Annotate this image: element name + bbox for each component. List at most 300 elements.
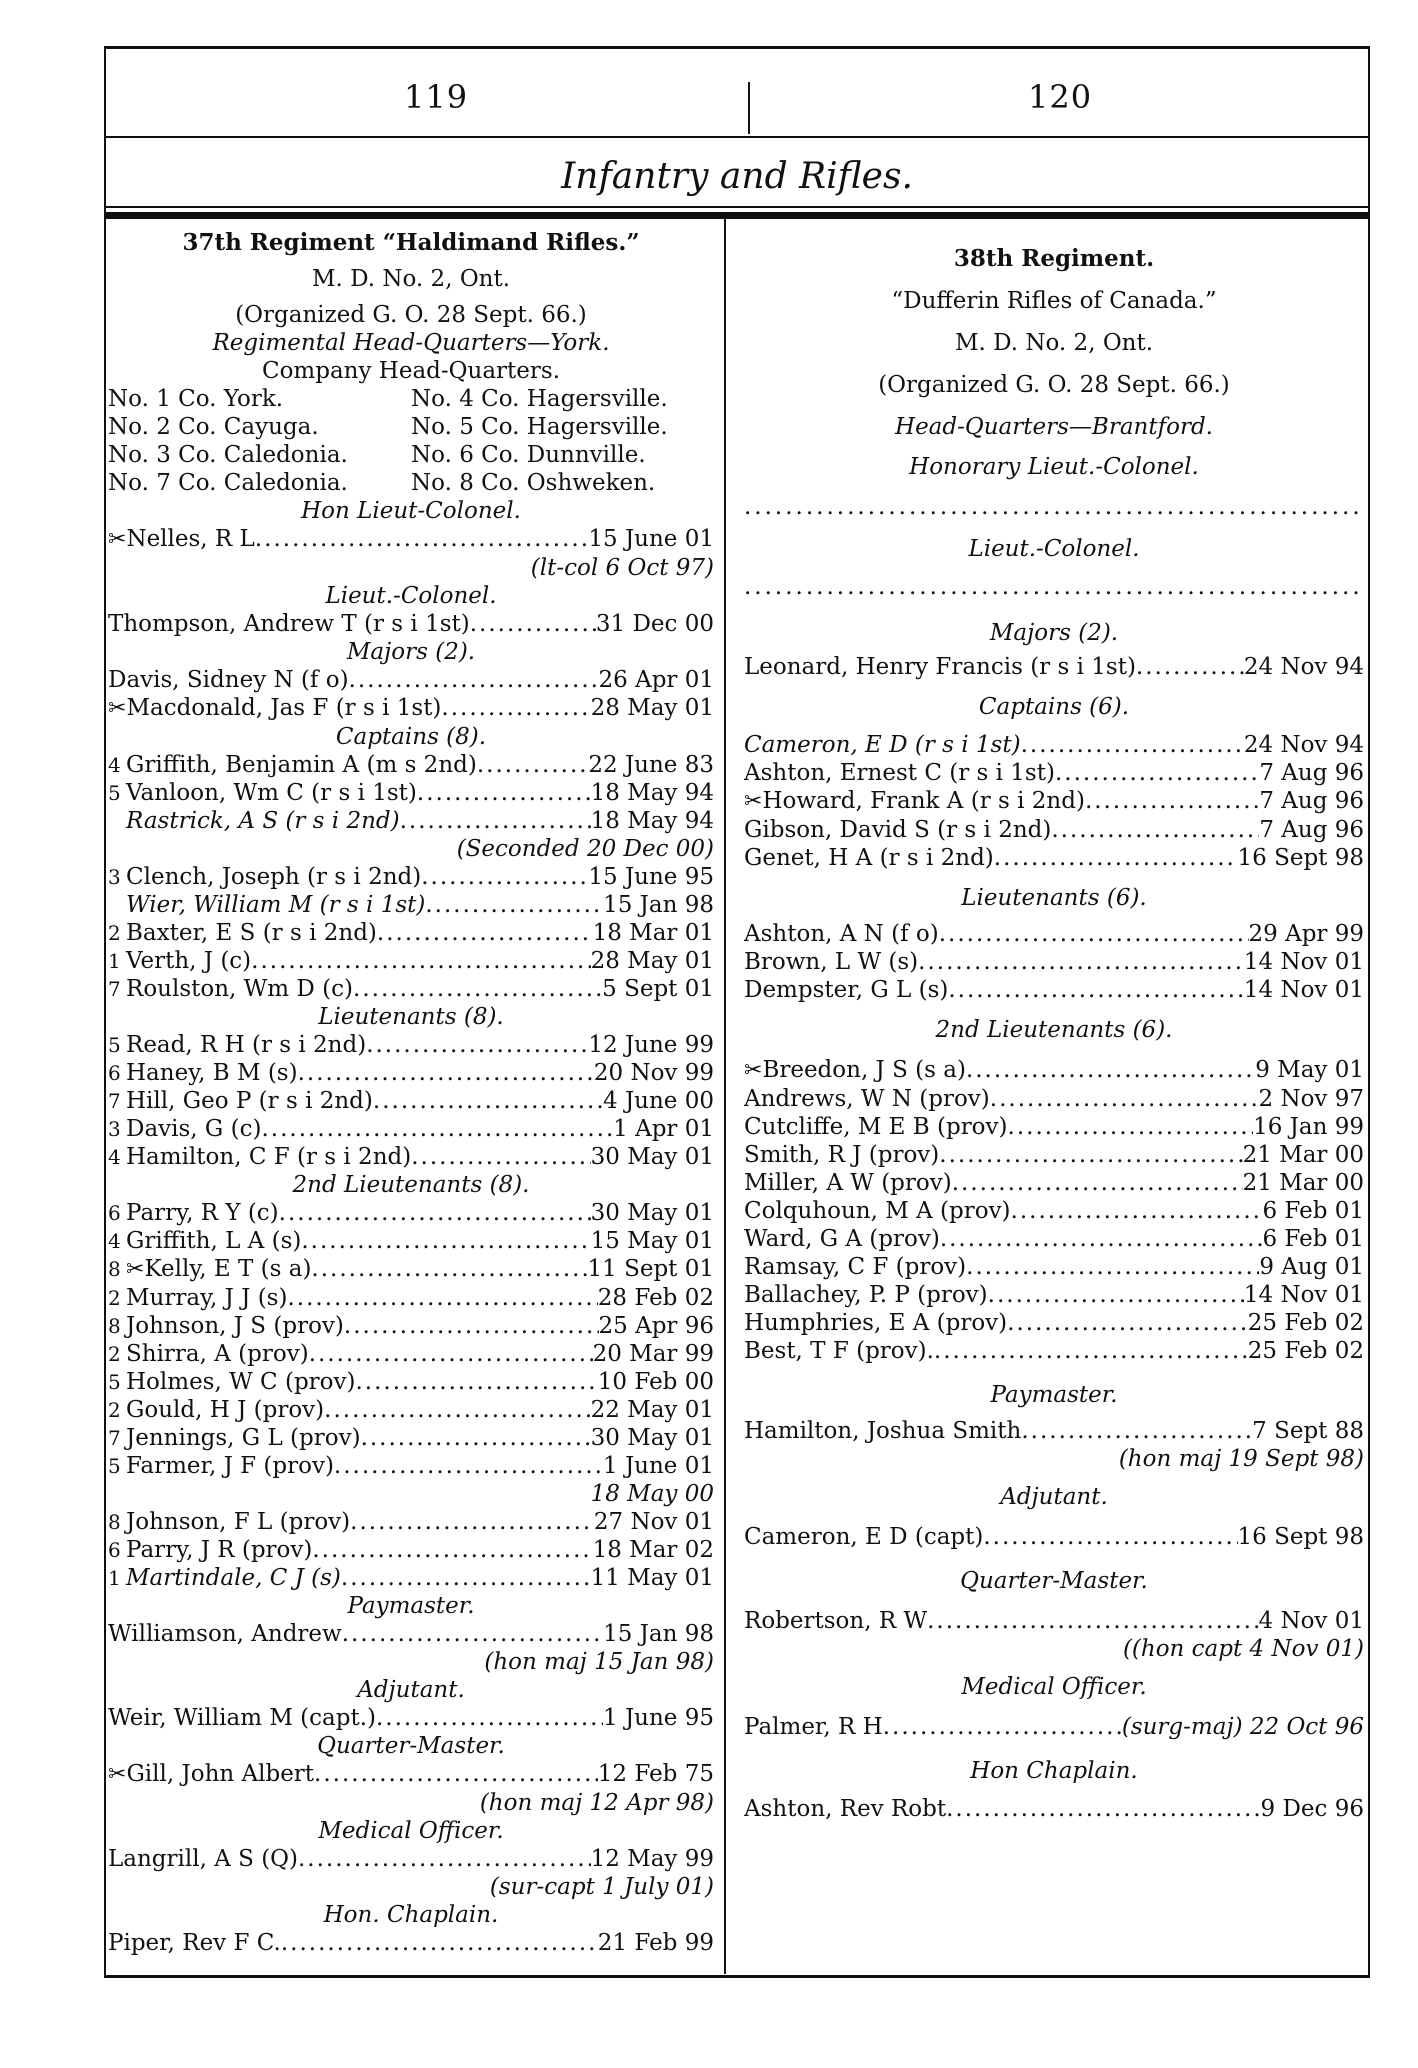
officer-row: [108, 807, 714, 835]
captains-heading: Captains (6).: [978, 694, 1130, 720]
officer-date: 15 Jan 98: [603, 1621, 714, 1647]
scissors-mark: ✂: [108, 527, 127, 552]
officer-date: 6 Feb 01: [1262, 1226, 1364, 1252]
officer-date: 24 Nov 94: [1243, 654, 1364, 680]
officer-date: 7 Aug 96: [1259, 817, 1364, 843]
officer-entry: [744, 1309, 1007, 1337]
officer-row: [744, 816, 1364, 844]
officer-entry: [744, 731, 1021, 759]
company-number: 1: [108, 1566, 121, 1590]
officer-name: Brown, L W (s): [744, 949, 919, 975]
officer-row: [108, 610, 714, 638]
officer-date: 12 June 99: [588, 1032, 714, 1058]
officer-name: Dempster, G L (s): [744, 977, 949, 1003]
company-number: 2: [108, 1286, 121, 1310]
paymaster-heading: Paymaster.: [990, 1382, 1118, 1408]
officer-entry: [108, 1284, 287, 1312]
dot-leader: [934, 1337, 1248, 1365]
company-number: 5: [108, 1454, 121, 1478]
officer-entry: [108, 666, 349, 694]
officer-row: [108, 1396, 714, 1424]
officer-date: 5 Sept 01: [602, 976, 714, 1002]
officer-date: 22 June 83: [588, 752, 714, 778]
dot-leader: [344, 1312, 599, 1340]
lt-col-heading: Lieut.-Colonel.: [325, 583, 497, 609]
officer-row: [108, 1620, 714, 1648]
officer-entry: [108, 1115, 261, 1143]
officer-name: Shirra, A (prov): [126, 1341, 309, 1367]
officer-row: [108, 947, 714, 975]
officer-name: Johnson, F L (prov): [126, 1509, 351, 1535]
officer-name: Ballachey, P. P (prov): [744, 1282, 988, 1308]
dot-leader: [1011, 1197, 1263, 1225]
officer-name: Wier, William M (r s i 1st): [126, 892, 426, 918]
officer-date: 21 Mar 00: [1242, 1170, 1364, 1196]
second-lieutenants-list: [108, 1199, 714, 1592]
officer-date: 4 Nov 01: [1258, 1608, 1364, 1634]
officer-name: Leonard, Henry Francis (r s i 1st): [744, 654, 1136, 680]
officer-note: (hon maj 15 Jan 98): [484, 1649, 714, 1675]
officer-entry: [108, 1396, 324, 1424]
officer-date: 12 May 99: [590, 1846, 714, 1872]
officer-name: Davis, Sidney N (f o): [108, 667, 349, 693]
officer-row: [108, 1424, 714, 1452]
company-number: 4: [108, 1229, 121, 1253]
officer-row: [108, 919, 714, 947]
company-number: 5: [108, 1370, 121, 1394]
dot-leader: [324, 1396, 590, 1424]
officer-row: [108, 1059, 714, 1087]
officer-name: Baxter, E S (r s i 2nd): [126, 920, 377, 946]
company-number: 5: [108, 1033, 121, 1057]
officer-date: 7 Sept 88: [1252, 1418, 1364, 1444]
company-entry: No. 4 Co. Hagersville.: [411, 386, 668, 412]
dot-leader: [1008, 1113, 1254, 1141]
officer-entry: [744, 787, 1085, 816]
dot-leader: [400, 807, 591, 835]
officer-name: Williamson, Andrew: [108, 1621, 342, 1647]
dot-leader: [355, 1368, 597, 1396]
officer-date: 28 May 01: [590, 695, 714, 721]
dot-leader: [312, 1536, 592, 1564]
officer-date: 21 Feb 99: [597, 1930, 714, 1956]
dot-leader: [939, 1141, 1242, 1169]
company-entry: No. 8 Co. Oshweken.: [411, 470, 656, 496]
officer-entry: [108, 1452, 334, 1480]
officer-entry: [108, 1227, 301, 1255]
adjutant-heading: Adjutant.: [1000, 1484, 1108, 1510]
company-list: [108, 385, 714, 497]
header-rule: [104, 136, 1370, 138]
lieutenants-list: [744, 920, 1364, 1004]
company-row: [108, 441, 714, 469]
dot-leader: [251, 947, 590, 975]
officer-name: Haney, B M (s): [126, 1060, 298, 1086]
officer-row: [744, 920, 1364, 948]
officer-entry: [744, 920, 939, 948]
officer-date: 12 Feb 75: [597, 1761, 714, 1787]
officer-name: Colquhoun, M A (prov): [744, 1198, 1011, 1224]
officer-date: 22 May 01: [590, 1397, 714, 1423]
officer-row: [108, 1115, 714, 1143]
regiment-title: 37th Regiment “Haldimand Rifles.”: [182, 229, 640, 256]
company-row: [108, 469, 714, 497]
officer-entry: [744, 1113, 1008, 1141]
officer-entry: [108, 863, 421, 891]
organized-order: (Organized G. O. 28 Sept. 66.): [878, 372, 1230, 398]
majors-list: [108, 666, 714, 723]
officer-note: (hon maj 12 Apr 98): [479, 1790, 714, 1816]
officer-row: [744, 1056, 1364, 1085]
company-number: 8: [108, 1510, 121, 1534]
officer-date: 9 Aug 01: [1259, 1254, 1364, 1280]
officer-date: 27 Nov 01: [593, 1509, 714, 1535]
adjutant-heading: Adjutant.: [357, 1677, 465, 1703]
officer-entry: [744, 1337, 934, 1365]
officer-date: 31 Dec 00: [595, 611, 714, 637]
company-entry: No. 3 Co. Caledonia.: [108, 442, 348, 468]
dot-leader: [425, 891, 603, 919]
officer-note: 18 May 00: [590, 1481, 714, 1507]
dot-leader: [1021, 731, 1244, 759]
dot-leader: [298, 1059, 594, 1087]
officer-row: [744, 787, 1364, 816]
officer-row: [744, 1113, 1364, 1141]
officer-entry: [108, 1143, 411, 1171]
company-entry: No. 7 Co. Caledonia.: [108, 470, 348, 496]
officer-name: Macdonald, Jas F (r s i 1st): [126, 695, 442, 721]
officer-name: Cameron, E D (r s i 1st): [744, 732, 1021, 758]
dot-leader: [349, 666, 599, 694]
bottom-border: [104, 1975, 1370, 1978]
scissors-mark: ✂: [108, 1762, 127, 1787]
dot-leader: [301, 1227, 590, 1255]
officer-entry: [744, 976, 948, 1004]
company-number: 7: [108, 1089, 121, 1113]
dot-leader: [994, 844, 1238, 872]
dot-leader: [988, 1281, 1244, 1309]
lieutenants-heading: Lieutenants (6).: [961, 885, 1147, 911]
officer-name: Genet, H A (r s i 2nd): [744, 845, 994, 871]
dot-leader: [940, 1225, 1263, 1253]
organized-order: (Organized G. O. 28 Sept. 66.): [235, 302, 587, 328]
officer-date: 18 Mar 02: [592, 1537, 714, 1563]
officer-row: [744, 759, 1364, 787]
officer-entry: [744, 844, 994, 872]
company-number: 2: [108, 1342, 121, 1366]
officer-name: Breedon, J S (s a): [762, 1057, 966, 1083]
officer-name: Vanloon, Wm C (r s i 1st): [126, 780, 417, 806]
hon-lt-col-heading: Honorary Lieut.-Colonel.: [909, 454, 1199, 480]
officer-name: Piper, Rev F C.: [108, 1930, 281, 1956]
officer-entry: [744, 1253, 966, 1281]
officer-entry: [744, 1281, 988, 1309]
dot-leader: [966, 1253, 1259, 1281]
company-entry: No. 5 Co. Hagersville.: [411, 414, 668, 440]
company-entry: No. 1 Co. York.: [108, 386, 284, 412]
left-column: [108, 229, 714, 1957]
officer-date: 1 June 95: [603, 1705, 714, 1731]
right-column: [744, 229, 1364, 1823]
officer-date: 21 Mar 00: [1242, 1142, 1364, 1168]
officer-note: (Seconded 20 Dec 00): [456, 836, 714, 862]
officer-row: [108, 525, 714, 554]
officer-name: Miller, A W (prov): [744, 1170, 952, 1196]
officer-date: 11 May 01: [590, 1565, 714, 1591]
officer-row: [108, 1143, 714, 1171]
dot-leader: [421, 863, 588, 891]
officer-entry: [744, 1225, 940, 1253]
dot-leader: [350, 1508, 594, 1536]
officer-date: 2 Nov 97: [1258, 1086, 1364, 1112]
dot-leader: [334, 1452, 603, 1480]
dot-leader: [377, 919, 593, 947]
officer-entry: [744, 816, 1051, 844]
officer-row: [108, 694, 714, 723]
officer-row: [108, 666, 714, 694]
officer-name: Howard, Frank A (r s i 2nd): [762, 788, 1085, 814]
regiment-title: 38th Regiment.: [953, 245, 1155, 272]
dot-leader: [1085, 787, 1259, 816]
officer-date: 14 Nov 01: [1243, 949, 1364, 975]
officer-row: [744, 1417, 1364, 1445]
company-number: 7: [108, 1426, 121, 1450]
officer-date: 15 May 01: [590, 1228, 714, 1254]
officer-date: 30 May 01: [590, 1425, 714, 1451]
section-rule-thick: [104, 212, 1370, 219]
company-number: 6: [108, 1538, 121, 1562]
officer-date: 28 Feb 02: [597, 1285, 714, 1311]
officer-date: 20 Mar 99: [592, 1341, 714, 1367]
dot-leader: [1055, 759, 1259, 787]
officer-name: Hamilton, C F (r s i 2nd): [126, 1144, 412, 1170]
second-lieutenants-heading: 2nd Lieutenants (6).: [935, 1017, 1173, 1043]
officer-row: [108, 1087, 714, 1115]
section-rule-thin: [104, 206, 1370, 208]
company-number: 8: [108, 1257, 121, 1281]
second-lieutenants-list: [744, 1056, 1364, 1365]
officer-date: 1 Apr 01: [613, 1116, 714, 1142]
dot-leader: [477, 751, 589, 779]
officer-entry: [108, 1087, 373, 1115]
officer-name: Weir, William M (capt.): [108, 1705, 376, 1731]
company-number: 2: [108, 1398, 121, 1422]
officer-row: [744, 653, 1364, 681]
officer-name: Davis, G (c): [126, 1116, 262, 1142]
officer-name: Nelles, R L: [126, 526, 255, 552]
officer-date: 25 Feb 02: [1247, 1338, 1364, 1364]
officer-row: [744, 1225, 1364, 1253]
officer-name: Thompson, Andrew T (r s i 1st): [108, 611, 470, 637]
officer-row: [108, 1199, 714, 1227]
dot-leader: [1136, 653, 1244, 681]
officer-name: Cutcliffe, M E B (prov): [744, 1114, 1008, 1140]
officer-date: 18 Mar 01: [592, 920, 714, 946]
dot-leader: [918, 948, 1244, 976]
officer-row: [108, 1312, 714, 1340]
officer-entry: [108, 891, 425, 919]
scissors-mark: ✂: [108, 696, 127, 721]
column-divider: [724, 219, 726, 1974]
register-page: [104, 46, 1370, 1978]
officer-date: 9 Dec 96: [1260, 1796, 1364, 1822]
officer-row: [744, 1607, 1364, 1635]
officer-name: Holmes, W C (prov): [126, 1369, 356, 1395]
officer-entry: [108, 807, 400, 835]
officer-row: [108, 1536, 714, 1564]
regimental-hq: Head-Quarters—Brantford.: [895, 414, 1213, 440]
officer-note: (sur-capt 1 July 01): [489, 1874, 714, 1900]
lieutenants-heading: Lieutenants (8).: [318, 1004, 504, 1030]
quartermaster-heading: Quarter-Master.: [960, 1568, 1148, 1594]
officer-entry: [744, 1197, 1011, 1225]
officer-entry: [108, 947, 251, 975]
officer-name: Gibson, David S (r s i 2nd): [744, 817, 1052, 843]
left-page-number: 119: [404, 78, 469, 116]
officer-row: [744, 1169, 1364, 1197]
officer-entry: [108, 1255, 311, 1284]
officer-date: 30 May 01: [590, 1144, 714, 1170]
dot-leader: [966, 1056, 1255, 1085]
captains-list: [108, 751, 714, 1003]
officer-entry: [108, 1340, 309, 1368]
officer-date: 24 Nov 94: [1243, 732, 1364, 758]
officer-entry: [744, 1085, 990, 1113]
officer-name: Ashton, A N (f o): [744, 921, 939, 947]
officer-name: Griffith, Benjamin A (m s 2nd): [126, 752, 477, 778]
officer-note: (hon maj 19 Sept 98): [1118, 1446, 1364, 1472]
officer-name: Robertson, R W: [744, 1608, 928, 1634]
dot-leader: [261, 1115, 613, 1143]
majors-heading: Majors (2).: [346, 639, 476, 665]
vacant-hon-lt-col: [744, 493, 1364, 521]
section-title: Infantry and Rifles.: [561, 156, 913, 197]
officer-row: [108, 779, 714, 807]
officer-row: [744, 1795, 1364, 1823]
officer-date: 9 May 01: [1255, 1057, 1364, 1083]
officer-row: [108, 1255, 714, 1284]
officer-entry: [108, 1536, 312, 1564]
company-entry: No. 2 Co. Cayuga.: [108, 414, 319, 440]
officer-name: Parry, J R (prov): [126, 1537, 313, 1563]
regimental-hq: Regimental Head-Quarters—York.: [212, 330, 610, 356]
officer-name: Rastrick, A S (r s i 2nd): [126, 808, 400, 834]
scissors-mark: ✂: [744, 789, 763, 814]
officer-row: [744, 731, 1364, 759]
officer-date: 18 May 94: [590, 780, 714, 806]
officer-date: 14 Nov 01: [1243, 977, 1364, 1003]
officer-name: Jennings, G L (prov): [126, 1425, 361, 1451]
officer-name: Murray, J J (s): [126, 1285, 288, 1311]
company-row: [108, 385, 714, 413]
company-number: 7: [108, 977, 121, 1001]
officer-entry: [108, 1199, 279, 1227]
officer-row: [108, 891, 714, 919]
dot-leader: [373, 1087, 603, 1115]
company-hq-heading: Company Head-Quarters.: [261, 358, 561, 384]
military-district: M. D. No. 2, Ont.: [311, 266, 511, 292]
officer-date: 11 Sept 01: [587, 1256, 714, 1282]
officer-row: [108, 1340, 714, 1368]
captains-heading: Captains (8).: [335, 724, 487, 750]
military-district: M. D. No. 2, Ont.: [954, 330, 1154, 356]
left-border: [104, 46, 106, 1978]
officer-name: Hill, Geo P (r s i 2nd): [126, 1088, 373, 1114]
company-number: 4: [108, 1145, 121, 1169]
officer-entry: [744, 1056, 966, 1085]
officer-entry: [108, 1564, 341, 1592]
officer-entry: [108, 694, 441, 723]
officer-row: [108, 1760, 714, 1789]
dot-leader: [939, 920, 1249, 948]
page-number-divider: [748, 82, 750, 134]
officer-row: [108, 751, 714, 779]
dot-leader: [279, 1199, 591, 1227]
company-row: [108, 413, 714, 441]
officer-note: ((hon capt 4 Nov 01): [1122, 1636, 1364, 1662]
officer-row: [744, 1253, 1364, 1281]
officer-name: Kelly, E T (s a): [144, 1256, 312, 1282]
officer-name: Johnson, J S (prov): [126, 1313, 344, 1339]
dot-leader: [990, 1085, 1259, 1113]
officer-name: Roulston, Wm D (c): [126, 976, 354, 1002]
officer-row: [744, 1197, 1364, 1225]
officer-name: Ward, G A (prov): [744, 1226, 940, 1252]
lieutenants-list: [108, 1031, 714, 1171]
officer-row: [744, 1523, 1364, 1551]
officer-row: [744, 948, 1364, 976]
company-number: 3: [108, 1117, 121, 1141]
officer-row: [744, 844, 1364, 872]
dot-leader: [952, 1169, 1243, 1197]
officer-name: Martindale, C J (s): [126, 1565, 341, 1591]
officer-row: [108, 1031, 714, 1059]
officer-name: Andrews, W N (prov): [744, 1086, 990, 1112]
officer-row: [744, 1713, 1364, 1741]
officer-name: Ramsay, C F (prov): [744, 1254, 967, 1280]
officer-date: 16 Sept 98: [1237, 1524, 1364, 1550]
dot-leader: [353, 975, 602, 1003]
dot-leader: [309, 1340, 593, 1368]
officer-name: Griffith, L A (s): [126, 1228, 302, 1254]
dot-leader: [1051, 816, 1259, 844]
officer-row: [108, 863, 714, 891]
officer-name: Verth, J (c): [126, 948, 252, 974]
officer-date: 7 Aug 96: [1259, 788, 1364, 814]
medical-officer-heading: Medical Officer.: [961, 1674, 1147, 1700]
company-number: 1: [108, 949, 121, 973]
officer-row: [108, 1564, 714, 1592]
officer-date: 18 May 94: [590, 808, 714, 834]
officer-entry: [108, 1031, 366, 1059]
hon-lt-col-heading: Hon Lieut-Colonel.: [301, 498, 521, 524]
right-page-number: 120: [1028, 78, 1093, 116]
dot-leader: [1007, 1309, 1248, 1337]
officer-name: Ashton, Rev Robt: [744, 1796, 947, 1822]
officer-entry: [744, 759, 1055, 787]
officer-date: 25 Feb 02: [1247, 1310, 1364, 1336]
officer-entry: [744, 1169, 952, 1197]
officer-name: Langrill, A S (Q): [108, 1846, 298, 1872]
officer-entry: [744, 653, 1136, 681]
regiment-subtitle: “Dufferin Rifles of Canada.”: [891, 288, 1217, 314]
officer-row: [108, 1929, 714, 1957]
officer-row: [744, 1281, 1364, 1309]
officer-entry: [108, 1424, 361, 1452]
officer-date: 28 May 01: [590, 948, 714, 974]
vacant-lt-col: [744, 573, 1364, 601]
dot-leader: [366, 1031, 588, 1059]
